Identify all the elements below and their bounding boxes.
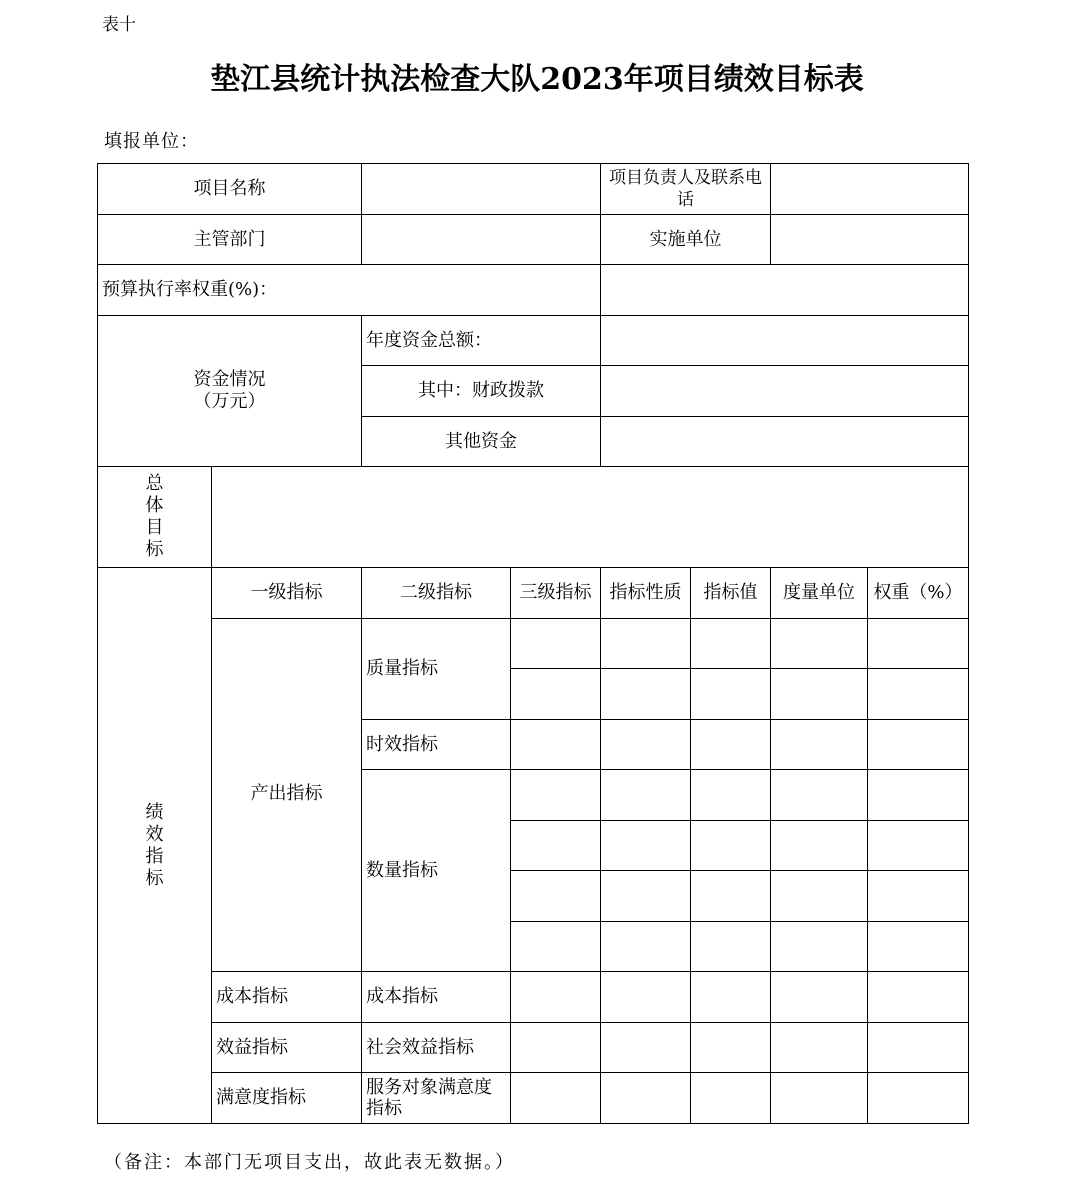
cell[interactable] (511, 922, 601, 972)
cell[interactable] (691, 821, 771, 871)
satisfaction-indicator-label: 满意度指标 (212, 1073, 362, 1124)
performance-indicator-label (98, 568, 212, 1124)
cell[interactable] (691, 1073, 771, 1124)
table-number: 表十 (102, 15, 136, 35)
cell[interactable] (601, 669, 691, 720)
cell[interactable] (511, 871, 601, 922)
cell[interactable] (511, 720, 601, 770)
cell[interactable] (601, 972, 691, 1023)
col-header-level2: 二级指标 (362, 568, 511, 619)
quantity-indicator-label: 数量指标 (362, 770, 511, 972)
other-funds-value[interactable] (601, 417, 969, 467)
cell[interactable] (511, 821, 601, 871)
performance-char: 绩 (145, 801, 164, 823)
cell[interactable] (771, 1073, 868, 1124)
benefit-indicator-label: 效益指标 (212, 1023, 362, 1073)
cell[interactable] (691, 770, 771, 821)
cell[interactable] (868, 619, 969, 669)
project-name-label: 项目名称 (98, 164, 362, 215)
performance-char: 标 (145, 867, 164, 889)
timeliness-indicator-label: 时效指标 (362, 720, 511, 770)
overall-goal-value[interactable] (212, 467, 969, 568)
budget-rate-value[interactable] (601, 265, 969, 316)
cell[interactable] (771, 821, 868, 871)
service-satisfaction-indicator-label: 服务对象满意度指标 (362, 1073, 511, 1124)
social-benefit-indicator-label: 社会效益指标 (362, 1023, 511, 1073)
cell[interactable] (868, 1073, 969, 1124)
cell[interactable] (511, 770, 601, 821)
cell[interactable] (868, 922, 969, 972)
cell[interactable] (601, 821, 691, 871)
cost-indicator-label: 成本指标 (212, 972, 362, 1023)
cell[interactable] (691, 922, 771, 972)
contact-label: 项目负责人及联系电话 (601, 164, 771, 215)
cell[interactable] (771, 770, 868, 821)
col-header-weight: 权重（%） (868, 568, 969, 619)
cell[interactable] (771, 922, 868, 972)
overall-goal-char: 标 (145, 539, 164, 560)
cell[interactable] (691, 720, 771, 770)
cell[interactable] (868, 871, 969, 922)
cell[interactable] (868, 720, 969, 770)
performance-goal-table (97, 163, 969, 1124)
cell[interactable] (868, 1023, 969, 1073)
cell[interactable] (601, 871, 691, 922)
cell[interactable] (601, 922, 691, 972)
document-title: 垫江县统计执法检查大队2023年项目绩效目标表 (210, 62, 864, 97)
dept-label: 主管部门 (98, 215, 362, 265)
cell[interactable] (601, 1073, 691, 1124)
cell[interactable] (868, 972, 969, 1023)
budget-rate-label: 预算执行率权重(%)： (98, 265, 601, 316)
overall-goal-char: 总 (145, 473, 164, 494)
cell[interactable] (691, 619, 771, 669)
output-indicator-label: 产出指标 (212, 619, 362, 972)
overall-goal-char: 体 (145, 495, 164, 516)
cell[interactable] (691, 669, 771, 720)
col-header-value: 指标值 (691, 568, 771, 619)
cell[interactable] (601, 619, 691, 669)
cell[interactable] (601, 770, 691, 821)
fiscal-label: 其中：财政拨款 (362, 366, 601, 417)
cell[interactable] (771, 720, 868, 770)
cell[interactable] (601, 720, 691, 770)
cost-sub-indicator-label: 成本指标 (362, 972, 511, 1023)
cell[interactable] (868, 770, 969, 821)
col-header-level3: 三级指标 (511, 568, 601, 619)
cell[interactable] (511, 1023, 601, 1073)
quality-indicator-label: 质量指标 (362, 619, 511, 720)
overall-goal-char: 目 (145, 517, 164, 538)
cell[interactable] (771, 669, 868, 720)
cell[interactable] (868, 821, 969, 871)
overall-goal-label (98, 467, 212, 568)
funds-label (98, 316, 362, 467)
annual-total-label: 年度资金总额： (362, 316, 601, 366)
cell[interactable] (511, 972, 601, 1023)
cell[interactable] (771, 619, 868, 669)
cell[interactable] (691, 972, 771, 1023)
cell[interactable] (601, 1023, 691, 1073)
annual-total-value[interactable] (601, 316, 969, 366)
cell[interactable] (511, 1073, 601, 1124)
performance-char: 指 (145, 845, 164, 867)
cell[interactable] (868, 669, 969, 720)
fiscal-value[interactable] (601, 366, 969, 417)
cell[interactable] (691, 871, 771, 922)
funds-label-line2: （万元） (193, 391, 266, 412)
cell[interactable] (511, 619, 601, 669)
cell[interactable] (771, 1023, 868, 1073)
dept-value[interactable] (362, 215, 601, 265)
cell[interactable] (511, 669, 601, 720)
cell[interactable] (771, 871, 868, 922)
cell[interactable] (771, 972, 868, 1023)
col-header-level1: 一级指标 (212, 568, 362, 619)
impl-unit-label: 实施单位 (601, 215, 771, 265)
performance-char: 效 (145, 823, 164, 845)
remark-note: （备注：本部门无项目支出，故此表无数据。） (104, 1152, 515, 1173)
cell[interactable] (691, 1023, 771, 1073)
impl-unit-value[interactable] (771, 215, 969, 265)
reporting-unit-label: 填报单位： (104, 131, 199, 152)
col-header-unit: 度量单位 (771, 568, 868, 619)
col-header-nature: 指标性质 (601, 568, 691, 619)
other-funds-label: 其他资金 (362, 417, 601, 467)
project-name-value[interactable] (362, 164, 601, 215)
contact-value[interactable] (771, 164, 969, 215)
funds-label-line1: 资金情况 (193, 369, 266, 390)
